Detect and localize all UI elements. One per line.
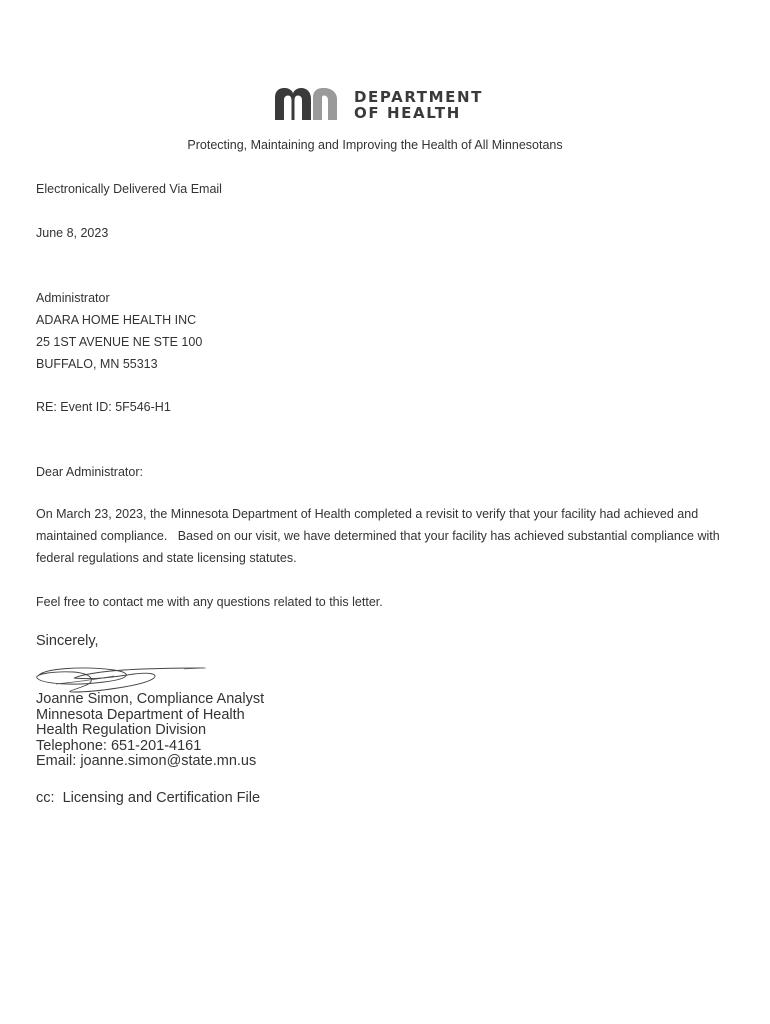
signer-email: Email: joanne.simon@state.mn.us — [36, 753, 257, 769]
mn-logo-icon — [275, 88, 345, 120]
letter-date: June 8, 2023 — [36, 226, 109, 240]
signer-name: Joanne Simon, Compliance Analyst — [36, 691, 265, 707]
salutation: Dear Administrator: — [36, 465, 143, 479]
closing: Sincerely, — [36, 633, 99, 649]
tagline: Protecting, Maintaining and Improving the Health of All Minnesotans — [187, 138, 563, 152]
recipient-name: ADARA HOME HEALTH INC — [36, 313, 197, 327]
signature-block — [36, 692, 264, 770]
delivery-method: Electronically Delivered Via Email — [36, 182, 222, 196]
logo-line2: OF HEALTH — [354, 104, 461, 122]
signer-division: Health Regulation Division — [36, 722, 207, 738]
reference-line: RE: Event ID: 5F546-H1 — [36, 400, 171, 414]
body-paragraph-2: Feel free to contact me with any questions related to this letter. — [36, 595, 383, 609]
recipient-title: Administrator — [36, 291, 110, 305]
cc-line: cc: Licensing and Certification File — [36, 790, 261, 806]
recipient-city: BUFFALO, MN 55313 — [36, 357, 158, 371]
body-paragraph-1: On March 23, 2023, the Minnesota Department of Health completed a revisit to verify that your facility had achieved and maintained compliance. Based on our visit, we have determined that your facility has achieved substantial compliance with federal regulations and state licensing statutes. — [36, 507, 724, 565]
mdh-logo — [275, 88, 485, 122]
signer-telephone: Telephone: 651-201-4161 — [36, 737, 202, 754]
logo-wordmark — [354, 89, 483, 121]
logo-line1: DEPARTMENT — [354, 88, 483, 106]
signer-organization: Minnesota Department of Health — [36, 706, 245, 723]
recipient-street: 25 1ST AVENUE NE STE 100 — [36, 335, 203, 349]
